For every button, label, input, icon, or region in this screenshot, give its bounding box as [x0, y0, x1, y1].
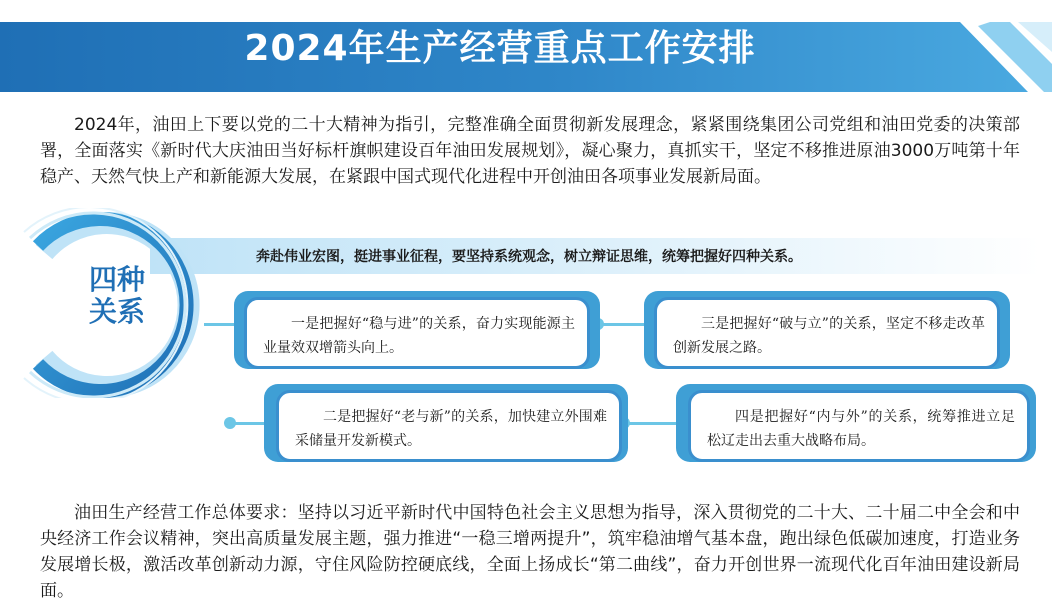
page-title: 2024年生产经营重点工作安排	[244, 28, 756, 69]
relation-text-4: 四是把握好“内与外”的关系，统筹推进立足松辽走出去重大战略布局。	[707, 409, 1015, 449]
relation-text-1: 一是把握好“稳与进”的关系，奋力实现能源主业量效双增箭头向上。	[263, 316, 575, 356]
ring-label	[72, 264, 162, 328]
intro-paragraph: 2024年，油田上下要以党的二十大精神为指引，完整准确全面贯彻新发展理念，紧紧围绕集团公司党组和油田党委的决策部署，全面落实《新时代大庆油田当好标杆旗帜建设百年油田发展规划》，凝心聚力，真抓实干，坚定不移推进原油3000万吨第十年稳产、天然气快上产和新能源大发展，在紧跟中国式现代化进程中开创油田各项事业发展新局面。	[40, 115, 1020, 187]
connector-dot-2	[224, 417, 236, 429]
header-banner	[0, 0, 1052, 92]
ring-label-line1: 四种	[88, 263, 145, 296]
relation-text-3: 三是把握好“破与立”的关系，坚定不移走改革创新发展之路。	[673, 316, 985, 356]
relation-box-1	[244, 297, 590, 369]
requirements-paragraph: 油田生产经营工作总体要求：坚持以习近平新时代中国特色社会主义思想为指导，深入贯彻党的二十大、二十届二中全会和中央经济工作会议精神，突出高质量发展主题，强力推进“一稳三增两提升”，筑牢稳油增气基本盘，跑出绿色低碳加速度，打造业务发展增长极，激活改革创新动力源，守住风险防控硬底线，全面上扬成长“第二曲线”，奋力开创世界一流现代化百年油田建设新局面。	[40, 503, 1020, 601]
relations-summary: 奔赴伟业宏图，挺进事业征程，要坚持系统观念，树立辩证思维，统筹把握好四种关系。	[256, 249, 802, 265]
relation-text-2: 二是把握好“老与新”的关系，加快建立外围难采储量开发新模式。	[295, 409, 607, 449]
ring-label-line2: 关系	[88, 295, 145, 328]
relation-box-3	[654, 297, 1000, 369]
relation-box-2	[276, 390, 622, 462]
relation-box-4	[688, 390, 1030, 462]
